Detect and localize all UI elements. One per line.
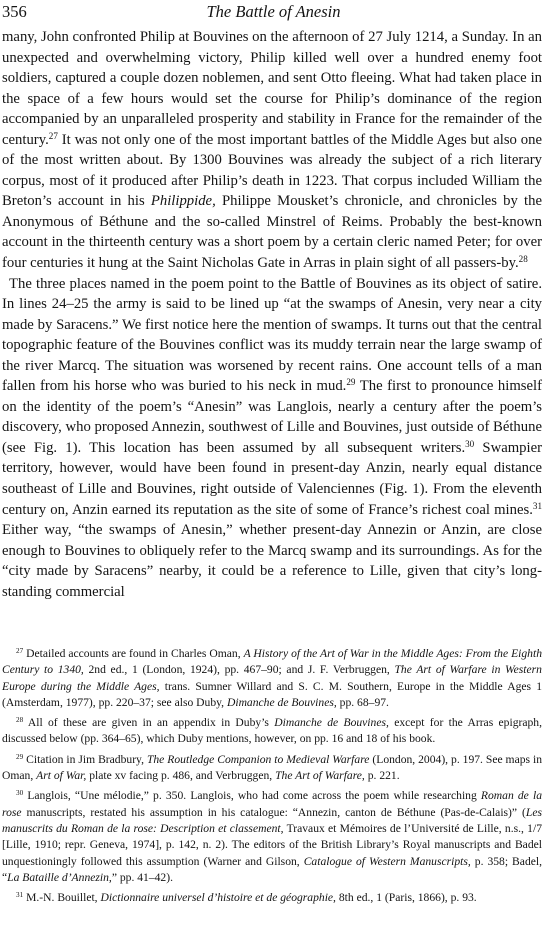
italic-text: Catalogue of Western Manuscripts, (303, 854, 471, 868)
note-ref: 29 (346, 377, 356, 388)
text-run: pp. 68–97. (336, 695, 389, 709)
text-run: ” pp. 41–42). (111, 870, 173, 884)
text-run: Philippe Mousket’s chronicle, and chronicles by the Anonymous of Béthune and the so-called Minstrel of Reims. Probably the best-known account in the thirteenth century was a short poem by a certain cleric named Peter; for over four centuries it hung at the Saint Nicholas Gate in Arras in plain sight of all passers-by. (2, 193, 542, 272)
italic-text: Roman de la rose (2, 789, 542, 819)
text-run: Detailed accounts are found in Charles Oman, (23, 647, 244, 660)
text-run: p. 358; Badel, “ (2, 854, 543, 884)
main-text (2, 27, 542, 602)
footnote-30 (2, 788, 542, 886)
page-number: 356 (2, 2, 27, 21)
footnote-29 (2, 752, 542, 785)
text-run: 2nd ed., 1 (London, 1924), pp. 467–90; and J. F. Verbruggen, (83, 663, 395, 677)
footnote-28 (2, 715, 542, 748)
text-run: manuscripts, restated his assumption in his catalogue: “Annezin, canton de Béthune (Pas-de-Calais)” ( (21, 805, 526, 819)
note-ref: 27 (48, 130, 58, 141)
text-run: p. 221. (364, 769, 400, 783)
italic-text: Philippide, (150, 193, 216, 210)
italic-text: Dictionnaire universel d’histoire et de géographie, (100, 891, 336, 905)
italic-text: The Routledge Companion to Medieval Warfare (146, 752, 370, 766)
running-title: The Battle of Anesin (206, 2, 341, 21)
paragraph (2, 274, 542, 603)
note-ref: 31 (16, 891, 24, 900)
italic-text: Dimanche de Bouvines, (274, 716, 389, 730)
text-run: trans. Sumner Willard and S. C. M. Southern, Europe in the Middle Ages 1 (Amsterdam, 1977), pp. 220–37; see also Duby, (2, 679, 542, 709)
text-run: many, John confronted Philip at Bouvines on the afternoon of 27 July 1214, a Sunday. In an unexpected and overwhelming victory, Philip killed well over a hundred enemy foot soldiers, captured a couple dozen noblemen, and sent Otto fleeing. What had taken place in the space of a few hours would set the course for Philip’s dominance of the region accompanied by an unparalleled prosperity and stability in France for the remainder of the century. (2, 29, 542, 148)
text-run: The first to pronounce himself on the identity of the poem’s “Anesin” was Langlois, nearly a century after the poem’s discovery, who proposed Annezin, southwest of Lille and Bouvines, just outside of Béthune (see Fig. 1). This location has been assumed by all subsequent writers. (2, 378, 542, 456)
text-run: Travaux et Mémoires de l’Université de Lille, n.s., 1/7 [Lille, 1910; repr. Geneva, 1974], p. 142, n. 2). The editors of the British Library’s Royal manuscripts and Badel unquestioningly followed this assumption (Warner and Gilson, (2, 821, 542, 868)
text-run: Either way, “the swamps of Anesin,” whether present-day Annezin or Anzin, are close enough to Bouvines to obliquely refer to the Marcq swamp and its surroundings. As for the “city made by Saracens” nearby, it could be a reference to Lille, given that city’s long-standing commercial (2, 522, 542, 600)
italic-text: Dimanche de Bouvines, (226, 695, 337, 709)
note-ref: 28 (16, 716, 24, 725)
text-run: It was not only one of the most important battles of the Middle Ages but also one of the most written about. By 1300 Bouvines was already the subject of a rich literary corpus, most of it produced after Philip’s death in 1223. That corpus included William the Breton’s account in his (2, 131, 542, 210)
note-ref: 30 (465, 438, 475, 449)
text-run: The three places named in the poem point to the Battle of Bouvines as its object of satire. In lines 24–25 the army is said to be lined up “at the swamps of Anesin, very near a city made by Saracens.” We first notice here the mention of swamps. It turns out that the central topographic feature of the Bouvines conflict was its muddy terrain near the large swamp of the river Marcq. The situation was worsened by recent rains. One account tells of a man fallen from his horse who was buried to his neck in mud. (2, 275, 542, 395)
italic-text: Les manuscrits du Roman de la rose: Description et classement, (2, 805, 542, 835)
italic-text: The Art of Warfare, (275, 769, 365, 783)
note-ref: 28 (518, 254, 528, 265)
note-ref: 30 (16, 789, 24, 798)
text-run: (London, 2004), p. 197. See maps in Oman, (2, 752, 542, 783)
italic-text: Art of War, (36, 769, 87, 783)
text-run: 8th ed., 1 (Paris, 1866), p. 93. (335, 891, 477, 905)
note-ref: 29 (16, 752, 24, 761)
footnote-31 (2, 890, 542, 906)
text-run: Swampier territory, however, would have been found in present-day Anzin, nearly equal distance southeast of Lille and Bouvines, right outside of Valenciennes (Fig. 1). From the eleventh century on, Anzin earned its reputation as the site of some of France’s richest coal mines. (2, 439, 542, 518)
note-ref: 27 (16, 647, 24, 656)
text-run: plate xv facing p. 486, and Verbruggen, (86, 769, 276, 783)
text-run: except for the Arras epigraph, discussed below (pp. 364–65), which Duby mentions, however, on pp. 16 and 18 of his book. (2, 716, 542, 746)
footnotes (2, 646, 542, 910)
italic-text: A History of the Art of War in the Middle Ages: From the Eighth Century to 1340, (2, 647, 542, 677)
text-run: All of these are given in an appendix in Duby’s (23, 716, 275, 730)
text-run: Citation in Jim Bradbury, (23, 752, 147, 766)
italic-text: La Bataille d’Annezin, (7, 870, 112, 884)
footnote-27 (2, 646, 542, 711)
note-ref: 31 (532, 500, 542, 511)
paragraph (2, 27, 542, 274)
page-header (0, 2, 547, 28)
italic-text: The Art of Warfare in Western Europe during the Middle Ages, (2, 663, 542, 693)
text-run: Langlois, “Une mélodie,” p. 350. Langlois, who had come across the poem while researching (23, 789, 481, 803)
text-run: M.-N. Bouillet, (23, 891, 101, 905)
